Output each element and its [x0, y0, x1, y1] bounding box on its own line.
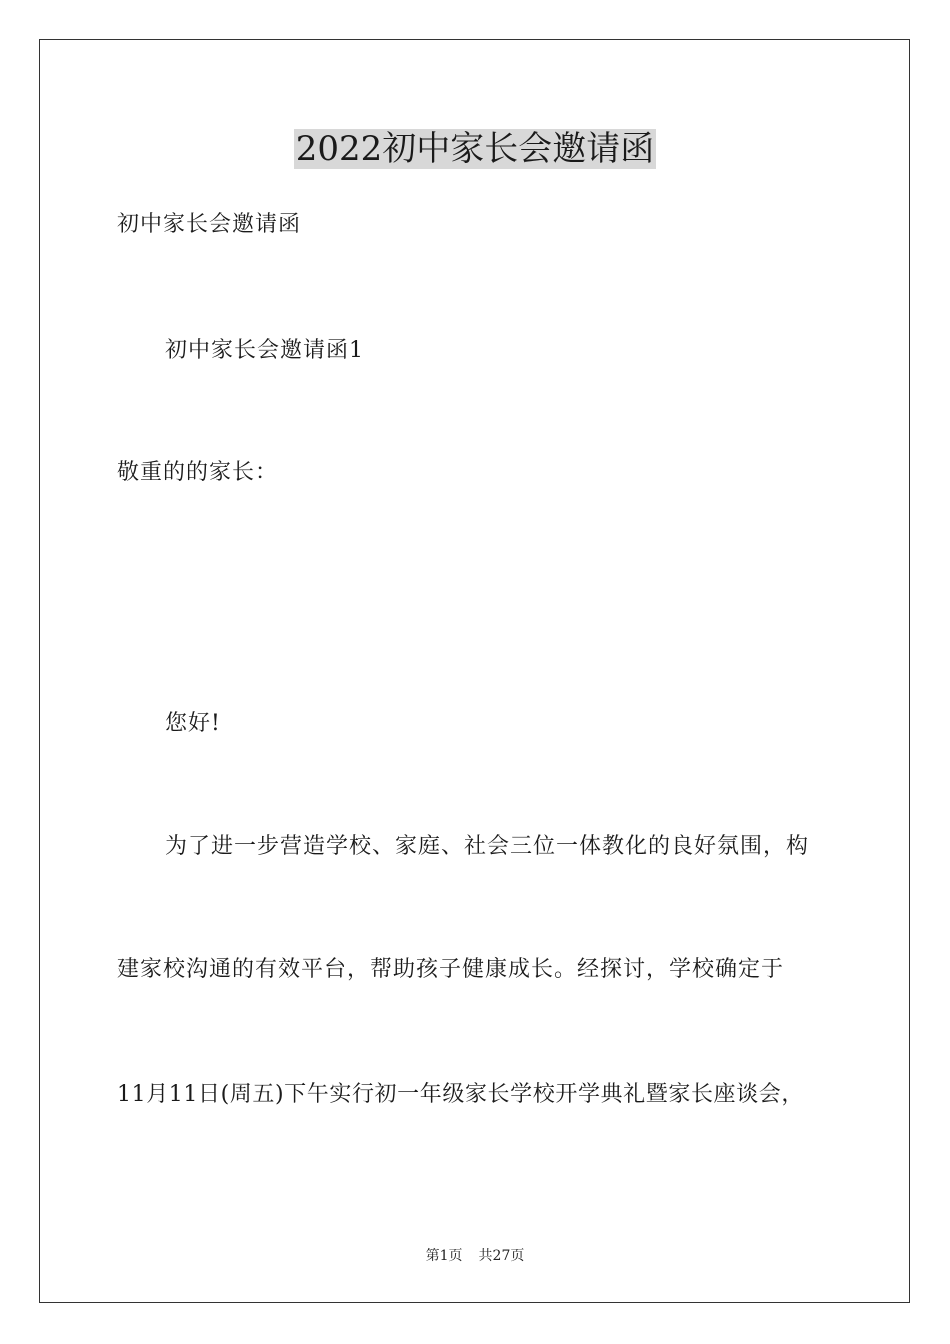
body-line: 为了进一步营造学校、家庭、社会三位一体教化的良好氛围，构 — [165, 834, 810, 859]
greeting: 您好! — [165, 711, 221, 736]
document-subtitle: 初中家长会邀请函 — [117, 212, 302, 237]
document-title — [0, 128, 950, 170]
body-line: 11月11日(周五)下午实行初一年级家长学校开学典礼暨家长座谈会， — [117, 1082, 804, 1107]
section-heading: 初中家长会邀请函1 — [165, 338, 364, 363]
body-line: 建家校沟通的有效平台，帮助孩子健康成长。经探讨，学校确定于 — [117, 957, 785, 982]
page-footer — [0, 1247, 950, 1265]
page-total: 共27页 — [478, 1248, 525, 1264]
document-title-text: 2022初中家长会邀请函 — [295, 129, 655, 169]
page-number: 第1页 — [425, 1248, 463, 1264]
salutation: 敬重的的家长： — [117, 460, 279, 485]
